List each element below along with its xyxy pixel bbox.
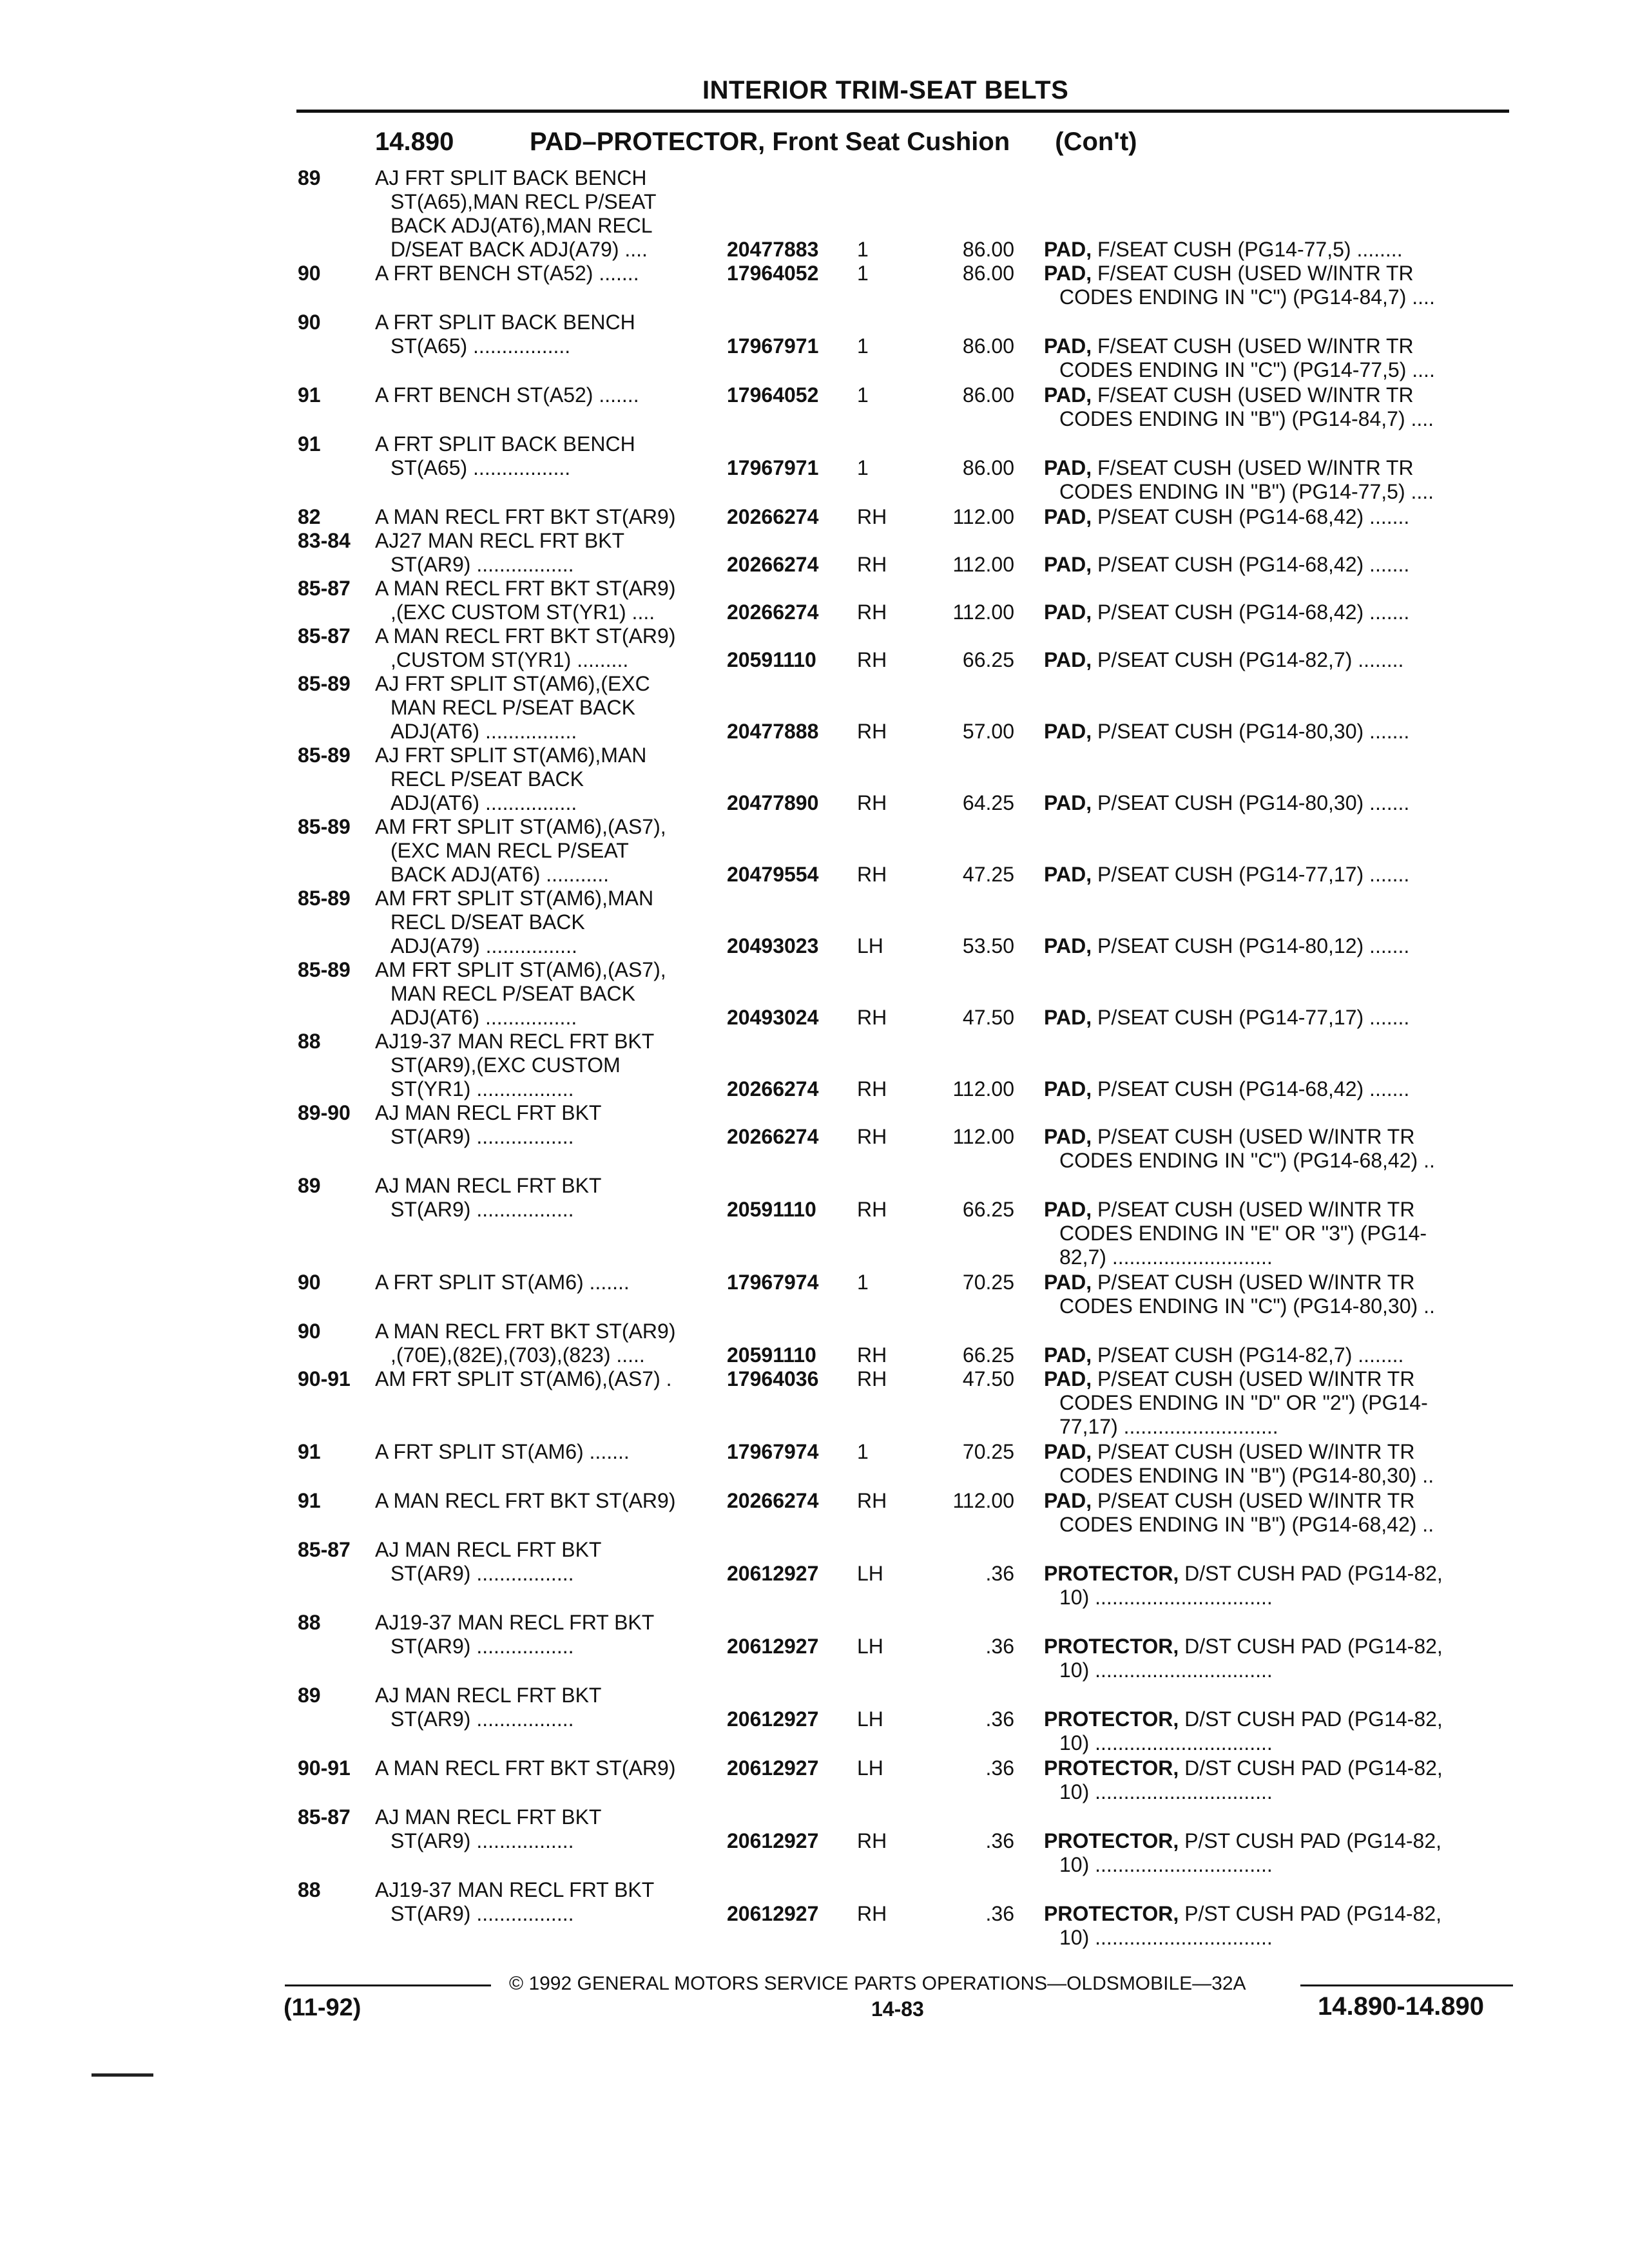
description-line: A FRT BENCH ST(A52) ....... <box>375 383 639 407</box>
part-name-line: CODES ENDING IN "B") (PG14-84,7) .... <box>1059 407 1434 430</box>
row-quantity: 1 <box>857 1440 869 1463</box>
row-description <box>375 1030 711 1101</box>
part-name-line: PROTECTOR, D/ST CUSH PAD (PG14-82, <box>1044 1562 1443 1585</box>
row-part-number: 20477888 <box>727 720 819 743</box>
row-year: 85-89 <box>298 958 351 981</box>
row-year: 91 <box>298 383 321 407</box>
row-price: 64.25 <box>962 791 1014 814</box>
row-part-number: 20612927 <box>727 1635 819 1658</box>
row-year: 89-90 <box>298 1101 351 1124</box>
row-part-number: 20591110 <box>727 648 816 671</box>
row-part-number: 17967971 <box>727 334 819 358</box>
row-year: 83-84 <box>298 529 351 552</box>
row-year: 88 <box>298 1611 321 1634</box>
description-line: BACK ADJ(AT6),MAN RECL <box>390 214 653 237</box>
row-price: 70.25 <box>962 1271 1014 1294</box>
row-part-number: 17964052 <box>727 383 819 407</box>
description-line: ,(70E),(82E),(703),(823) ..... <box>390 1343 645 1367</box>
row-part-name <box>1044 238 1508 262</box>
description-line: A FRT BENCH ST(A52) ....... <box>375 262 639 285</box>
footer-rule-right <box>1300 1984 1513 1986</box>
row-part-number: 17967971 <box>727 456 819 479</box>
row-part-number: 20266274 <box>727 1489 819 1512</box>
row-year: 88 <box>298 1030 321 1053</box>
part-name-line: PAD, P/SEAT CUSH (PG14-68,42) ....... <box>1044 505 1410 528</box>
row-part-number: 20612927 <box>727 1756 819 1780</box>
description-line: ADJ(AT6) ................ <box>390 720 577 743</box>
description-line: ST(A65) ................. <box>390 334 571 358</box>
row-part-name <box>1044 720 1508 744</box>
row-quantity: RH <box>857 1367 887 1390</box>
row-part-number: 20612927 <box>727 1902 819 1925</box>
description-line: ,CUSTOM ST(YR1) ......... <box>390 648 629 671</box>
part-name-line: PAD, P/SEAT CUSH (PG14-80,30) ....... <box>1044 791 1410 814</box>
part-name-line: PAD, P/SEAT CUSH (PG14-82,7) ........ <box>1044 648 1404 671</box>
row-quantity: RH <box>857 1902 887 1925</box>
row-quantity: RH <box>857 601 887 624</box>
row-part-name <box>1044 334 1508 382</box>
part-name-line: PAD, F/SEAT CUSH (USED W/INTR TR <box>1044 383 1414 407</box>
row-part-number: 17964052 <box>727 262 819 285</box>
part-name-line: PAD, P/SEAT CUSH (USED W/INTR TR <box>1044 1489 1415 1512</box>
description-line: AJ FRT SPLIT ST(AM6),(EXC <box>375 672 650 695</box>
row-year: 89 <box>298 1684 321 1707</box>
row-quantity: RH <box>857 1006 887 1029</box>
row-part-name <box>1044 1756 1508 1804</box>
row-year: 85-87 <box>298 624 351 648</box>
row-part-name <box>1044 1562 1508 1610</box>
part-name-line: 10) ............................... <box>1059 1586 1273 1609</box>
row-price: 112.00 <box>952 553 1014 576</box>
part-name-line: PROTECTOR, P/ST CUSH PAD (PG14-82, <box>1044 1902 1442 1925</box>
row-year: 85-87 <box>298 1805 351 1829</box>
margin-mark <box>92 2073 153 2077</box>
row-description <box>375 505 711 529</box>
row-price: 86.00 <box>962 334 1014 358</box>
part-name-line: CODES ENDING IN "C") (PG14-84,7) .... <box>1059 285 1435 309</box>
row-quantity: RH <box>857 863 887 886</box>
part-name-line: PAD, P/SEAT CUSH (PG14-68,42) ....... <box>1044 601 1410 624</box>
part-name-line: CODES ENDING IN "C") (PG14-68,42) .. <box>1059 1149 1435 1172</box>
description-line: A MAN RECL FRT BKT ST(AR9) <box>375 577 676 600</box>
row-part-name <box>1044 601 1508 624</box>
row-part-number: 20266274 <box>727 553 819 576</box>
description-line: AJ MAN RECL FRT BKT <box>375 1805 602 1829</box>
description-line: A MAN RECL FRT BKT ST(AR9) <box>375 505 676 528</box>
row-quantity: RH <box>857 720 887 743</box>
description-line: ST(AR9) ................. <box>390 1125 574 1148</box>
row-description <box>375 1805 711 1853</box>
part-name-line: PAD, P/SEAT CUSH (PG14-68,42) ....... <box>1044 1077 1410 1100</box>
description-line: AJ MAN RECL FRT BKT <box>375 1684 602 1707</box>
description-line: ST(AR9) ................. <box>390 1198 574 1221</box>
row-part-name <box>1044 1343 1508 1367</box>
row-quantity: 1 <box>857 334 869 358</box>
row-year: 85-87 <box>298 577 351 600</box>
row-part-number: 20266274 <box>727 505 819 528</box>
description-line: ADJ(AT6) ................ <box>390 791 577 814</box>
description-line: ADJ(A79) ................ <box>390 934 577 957</box>
part-name-line: PAD, P/SEAT CUSH (PG14-77,17) ....... <box>1044 863 1410 886</box>
row-price: 86.00 <box>962 238 1014 261</box>
row-part-name <box>1044 1489 1508 1537</box>
row-quantity: RH <box>857 791 887 814</box>
row-year: 91 <box>298 1489 321 1512</box>
description-line: AJ27 MAN RECL FRT BKT <box>375 529 625 552</box>
part-name-line: PROTECTOR, P/ST CUSH PAD (PG14-82, <box>1044 1829 1442 1852</box>
row-part-number: 20266274 <box>727 1125 819 1148</box>
description-line: A MAN RECL FRT BKT ST(AR9) <box>375 1489 676 1512</box>
row-quantity: RH <box>857 1125 887 1148</box>
row-part-number: 20612927 <box>727 1562 819 1585</box>
description-line: RECL P/SEAT BACK <box>390 767 584 791</box>
row-year: 85-87 <box>298 1538 351 1561</box>
part-name-line: 10) ............................... <box>1059 1926 1273 1949</box>
part-name-line: PROTECTOR, D/ST CUSH PAD (PG14-82, <box>1044 1707 1443 1731</box>
description-line: ST(A65),MAN RECL P/SEAT <box>390 190 657 213</box>
part-name-line: CODES ENDING IN "C") (PG14-77,5) .... <box>1059 358 1435 381</box>
row-price: 112.00 <box>952 1125 1014 1148</box>
row-description <box>375 1878 711 1926</box>
row-description <box>375 1440 711 1464</box>
row-part-name <box>1044 1271 1508 1318</box>
row-description <box>375 1756 711 1780</box>
part-name-line: PAD, P/SEAT CUSH (PG14-80,12) ....... <box>1044 934 1410 957</box>
row-quantity: LH <box>857 1562 883 1585</box>
description-line: MAN RECL P/SEAT BACK <box>390 982 635 1005</box>
row-quantity: RH <box>857 1077 887 1100</box>
part-name-line: PAD, P/SEAT CUSH (USED W/INTR TR <box>1044 1271 1415 1294</box>
row-quantity: RH <box>857 553 887 576</box>
row-description <box>375 577 711 624</box>
description-line: ST(AR9) ................. <box>390 1707 574 1731</box>
section-continued: (Con't) <box>1055 128 1137 156</box>
row-description <box>375 815 711 887</box>
part-name-line: PAD, P/SEAT CUSH (PG14-68,42) ....... <box>1044 553 1410 576</box>
row-year: 85-89 <box>298 815 351 838</box>
row-description <box>375 1684 711 1731</box>
row-price: 70.25 <box>962 1440 1014 1463</box>
row-description <box>375 1174 711 1222</box>
row-part-name <box>1044 553 1508 577</box>
description-line: AM FRT SPLIT ST(AM6),(AS7), <box>375 958 666 981</box>
row-year: 90-91 <box>298 1756 351 1780</box>
description-line: A FRT SPLIT ST(AM6) ....... <box>375 1271 630 1294</box>
section-number: 14.890 <box>375 128 454 156</box>
row-year: 90 <box>298 311 321 334</box>
row-year: 89 <box>298 166 321 189</box>
row-year: 88 <box>298 1878 321 1901</box>
row-price: .36 <box>985 1829 1014 1852</box>
row-year: 85-89 <box>298 744 351 767</box>
row-price: 86.00 <box>962 383 1014 407</box>
part-name-line: PROTECTOR, D/ST CUSH PAD (PG14-82, <box>1044 1635 1443 1658</box>
row-part-name <box>1044 1077 1508 1101</box>
row-description <box>375 744 711 815</box>
description-line: ADJ(AT6) ................ <box>390 1006 577 1029</box>
description-line: A MAN RECL FRT BKT ST(AR9) <box>375 1756 676 1780</box>
row-part-name <box>1044 934 1508 958</box>
row-year: 85-89 <box>298 887 351 910</box>
row-quantity: LH <box>857 1707 883 1731</box>
row-part-number: 20591110 <box>727 1198 816 1221</box>
description-line: A MAN RECL FRT BKT ST(AR9) <box>375 624 676 648</box>
part-name-line: CODES ENDING IN "E" OR "3") (PG14- <box>1059 1222 1427 1245</box>
row-description <box>375 1489 711 1513</box>
row-part-name <box>1044 648 1508 672</box>
row-part-name <box>1044 863 1508 887</box>
row-part-name <box>1044 456 1508 504</box>
part-name-line: PAD, P/SEAT CUSH (USED W/INTR TR <box>1044 1125 1415 1148</box>
row-part-name <box>1044 1440 1508 1488</box>
row-description <box>375 383 711 407</box>
row-part-name <box>1044 1829 1508 1877</box>
description-line: ST(AR9) ................. <box>390 1902 574 1925</box>
row-year: 82 <box>298 505 321 528</box>
part-name-line: CODES ENDING IN "B") (PG14-68,42) .. <box>1059 1513 1434 1536</box>
row-part-number: 20591110 <box>727 1343 816 1367</box>
row-quantity: 1 <box>857 383 869 407</box>
row-price: 47.50 <box>962 1006 1014 1029</box>
part-name-line: CODES ENDING IN "D" OR "2") (PG14- <box>1059 1391 1428 1414</box>
row-price: 66.25 <box>962 648 1014 671</box>
footer-rule-left <box>285 1984 491 1986</box>
description-line: AJ MAN RECL FRT BKT <box>375 1101 602 1124</box>
row-price: 66.25 <box>962 1343 1014 1367</box>
description-line: ST(AR9),(EXC CUSTOM <box>390 1053 621 1077</box>
part-name-line: PAD, P/SEAT CUSH (PG14-82,7) ........ <box>1044 1343 1404 1367</box>
description-line: ST(YR1) ................. <box>390 1077 574 1100</box>
row-description <box>375 1611 711 1658</box>
row-part-number: 20266274 <box>727 1077 819 1100</box>
part-name-line: 77,17) ........................... <box>1059 1415 1278 1438</box>
part-name-line: PAD, F/SEAT CUSH (PG14-77,5) ........ <box>1044 238 1403 261</box>
footer-date: (11-92) <box>284 1994 361 2021</box>
row-description <box>375 1271 711 1294</box>
row-quantity: 1 <box>857 456 869 479</box>
row-part-name <box>1044 1367 1508 1439</box>
part-name-line: CODES ENDING IN "C") (PG14-80,30) .. <box>1059 1294 1435 1318</box>
description-line: ST(AR9) ................. <box>390 553 574 576</box>
row-quantity: LH <box>857 1756 883 1780</box>
row-part-number: 20612927 <box>727 1829 819 1852</box>
row-quantity: 1 <box>857 1271 869 1294</box>
row-price: 112.00 <box>952 1489 1014 1512</box>
row-quantity: 1 <box>857 238 869 261</box>
row-quantity: RH <box>857 1343 887 1367</box>
description-line: RECL D/SEAT BACK <box>390 910 585 934</box>
row-year: 90 <box>298 262 321 285</box>
row-part-number: 20477890 <box>727 791 819 814</box>
row-quantity: RH <box>857 1829 887 1852</box>
row-year: 85-89 <box>298 672 351 695</box>
description-line: BACK ADJ(AT6) ........... <box>390 863 610 886</box>
description-line: AM FRT SPLIT ST(AM6),(AS7) . <box>375 1367 672 1390</box>
row-description <box>375 166 711 262</box>
row-year: 91 <box>298 1440 321 1463</box>
description-line: AJ19-37 MAN RECL FRT BKT <box>375 1030 655 1053</box>
row-price: 53.50 <box>962 934 1014 957</box>
row-part-name <box>1044 1902 1508 1950</box>
row-description <box>375 1320 711 1367</box>
row-description <box>375 1538 711 1586</box>
description-line: ST(AR9) ................. <box>390 1635 574 1658</box>
description-line: A FRT SPLIT BACK BENCH <box>375 432 635 456</box>
row-part-number: 20477883 <box>727 238 819 261</box>
page-header-title: INTERIOR TRIM-SEAT BELTS <box>702 76 1069 104</box>
description-line: A FRT SPLIT ST(AM6) ....... <box>375 1440 630 1463</box>
description-line: AM FRT SPLIT ST(AM6),MAN <box>375 887 654 910</box>
row-quantity: RH <box>857 505 887 528</box>
part-name-line: PAD, P/SEAT CUSH (USED W/INTR TR <box>1044 1198 1415 1221</box>
row-price: .36 <box>985 1635 1014 1658</box>
part-name-line: PAD, F/SEAT CUSH (USED W/INTR TR <box>1044 456 1414 479</box>
row-quantity: RH <box>857 1489 887 1512</box>
row-price: .36 <box>985 1562 1014 1585</box>
row-year: 90 <box>298 1320 321 1343</box>
part-name-line: PAD, P/SEAT CUSH (USED W/INTR TR <box>1044 1440 1415 1463</box>
row-description <box>375 1101 711 1149</box>
row-description <box>375 958 711 1030</box>
row-part-number: 20493024 <box>727 1006 819 1029</box>
row-description <box>375 624 711 672</box>
row-price: 112.00 <box>952 601 1014 624</box>
row-price: 86.00 <box>962 262 1014 285</box>
description-line: (EXC MAN RECL P/SEAT <box>390 839 629 862</box>
row-year: 90 <box>298 1271 321 1294</box>
row-part-name <box>1044 1125 1508 1173</box>
row-description <box>375 1367 711 1391</box>
part-name-line: CODES ENDING IN "B") (PG14-80,30) .. <box>1059 1464 1434 1487</box>
row-description <box>375 529 711 577</box>
row-part-name <box>1044 1635 1508 1682</box>
row-part-name <box>1044 262 1508 309</box>
description-line: A FRT SPLIT BACK BENCH <box>375 311 635 334</box>
row-part-number: 20479554 <box>727 863 819 886</box>
row-quantity: LH <box>857 934 883 957</box>
part-name-line: PAD, P/SEAT CUSH (USED W/INTR TR <box>1044 1367 1415 1390</box>
part-name-line: 10) ............................... <box>1059 1780 1273 1803</box>
footer-section-range: 14.890-14.890 <box>1318 1992 1485 2021</box>
header-rule <box>296 110 1509 113</box>
row-price: 47.25 <box>962 863 1014 886</box>
row-part-name <box>1044 1707 1508 1755</box>
part-name-line: PAD, F/SEAT CUSH (USED W/INTR TR <box>1044 334 1414 358</box>
row-part-number: 17964036 <box>727 1367 819 1390</box>
row-quantity: LH <box>857 1635 883 1658</box>
row-description <box>375 262 711 285</box>
footer-page-number: 14-83 <box>871 1997 924 2021</box>
part-name-line: 82,7) ............................ <box>1059 1245 1273 1269</box>
row-price: 47.50 <box>962 1367 1014 1390</box>
description-line: ST(A65) ................. <box>390 456 571 479</box>
row-description <box>375 432 711 480</box>
row-price: 66.25 <box>962 1198 1014 1221</box>
part-name-line: 10) ............................... <box>1059 1853 1273 1876</box>
part-name-line: PROTECTOR, D/ST CUSH PAD (PG14-82, <box>1044 1756 1443 1780</box>
row-part-name <box>1044 1006 1508 1030</box>
description-line: AM FRT SPLIT ST(AM6),(AS7), <box>375 815 666 838</box>
section-heading <box>375 128 1137 157</box>
description-line: MAN RECL P/SEAT BACK <box>390 696 635 719</box>
description-line: ST(AR9) ................. <box>390 1829 574 1852</box>
description-line: D/SEAT BACK ADJ(A79) .... <box>390 238 648 261</box>
part-name-line: PAD, P/SEAT CUSH (PG14-77,17) ....... <box>1044 1006 1410 1029</box>
description-line: AJ19-37 MAN RECL FRT BKT <box>375 1878 655 1901</box>
section-title: PAD–PROTECTOR, Front Seat Cushion <box>530 128 1010 156</box>
row-part-number: 17967974 <box>727 1271 819 1294</box>
row-part-name <box>1044 1198 1508 1269</box>
row-quantity: RH <box>857 1198 887 1221</box>
part-name-line: PAD, P/SEAT CUSH (PG14-80,30) ....... <box>1044 720 1410 743</box>
row-part-number: 20266274 <box>727 601 819 624</box>
row-year: 90-91 <box>298 1367 351 1390</box>
row-price: 112.00 <box>952 1077 1014 1100</box>
row-description <box>375 311 711 358</box>
row-description <box>375 887 711 958</box>
description-line: AJ FRT SPLIT BACK BENCH <box>375 166 647 189</box>
part-name-line: CODES ENDING IN "B") (PG14-77,5) .... <box>1059 480 1434 503</box>
row-price: 112.00 <box>952 505 1014 528</box>
description-line: ST(AR9) ................. <box>390 1562 574 1585</box>
row-price: .36 <box>985 1707 1014 1731</box>
row-part-number: 20612927 <box>727 1707 819 1731</box>
row-part-name <box>1044 383 1508 431</box>
description-line: A MAN RECL FRT BKT ST(AR9) <box>375 1320 676 1343</box>
description-line: AJ FRT SPLIT ST(AM6),MAN <box>375 744 647 767</box>
description-line: AJ MAN RECL FRT BKT <box>375 1174 602 1197</box>
row-price: .36 <box>985 1756 1014 1780</box>
description-line: AJ MAN RECL FRT BKT <box>375 1538 602 1561</box>
row-price: 86.00 <box>962 456 1014 479</box>
row-part-number: 17967974 <box>727 1440 819 1463</box>
row-price: .36 <box>985 1902 1014 1925</box>
row-part-name <box>1044 791 1508 815</box>
row-price: 57.00 <box>962 720 1014 743</box>
row-quantity: 1 <box>857 262 869 285</box>
part-name-line: 10) ............................... <box>1059 1658 1273 1682</box>
row-year: 89 <box>298 1174 321 1197</box>
description-line: AJ19-37 MAN RECL FRT BKT <box>375 1611 655 1634</box>
row-description <box>375 672 711 744</box>
row-part-name <box>1044 505 1508 529</box>
part-name-line: 10) ............................... <box>1059 1731 1273 1754</box>
part-name-line: PAD, F/SEAT CUSH (USED W/INTR TR <box>1044 262 1414 285</box>
description-line: ,(EXC CUSTOM ST(YR1) .... <box>390 601 655 624</box>
footer-copyright: © 1992 GENERAL MOTORS SERVICE PARTS OPERATIONS—OLDSMOBILE—32A <box>509 1973 1246 1994</box>
row-part-number: 20493023 <box>727 934 819 957</box>
row-year: 91 <box>298 432 321 456</box>
row-quantity: RH <box>857 648 887 671</box>
